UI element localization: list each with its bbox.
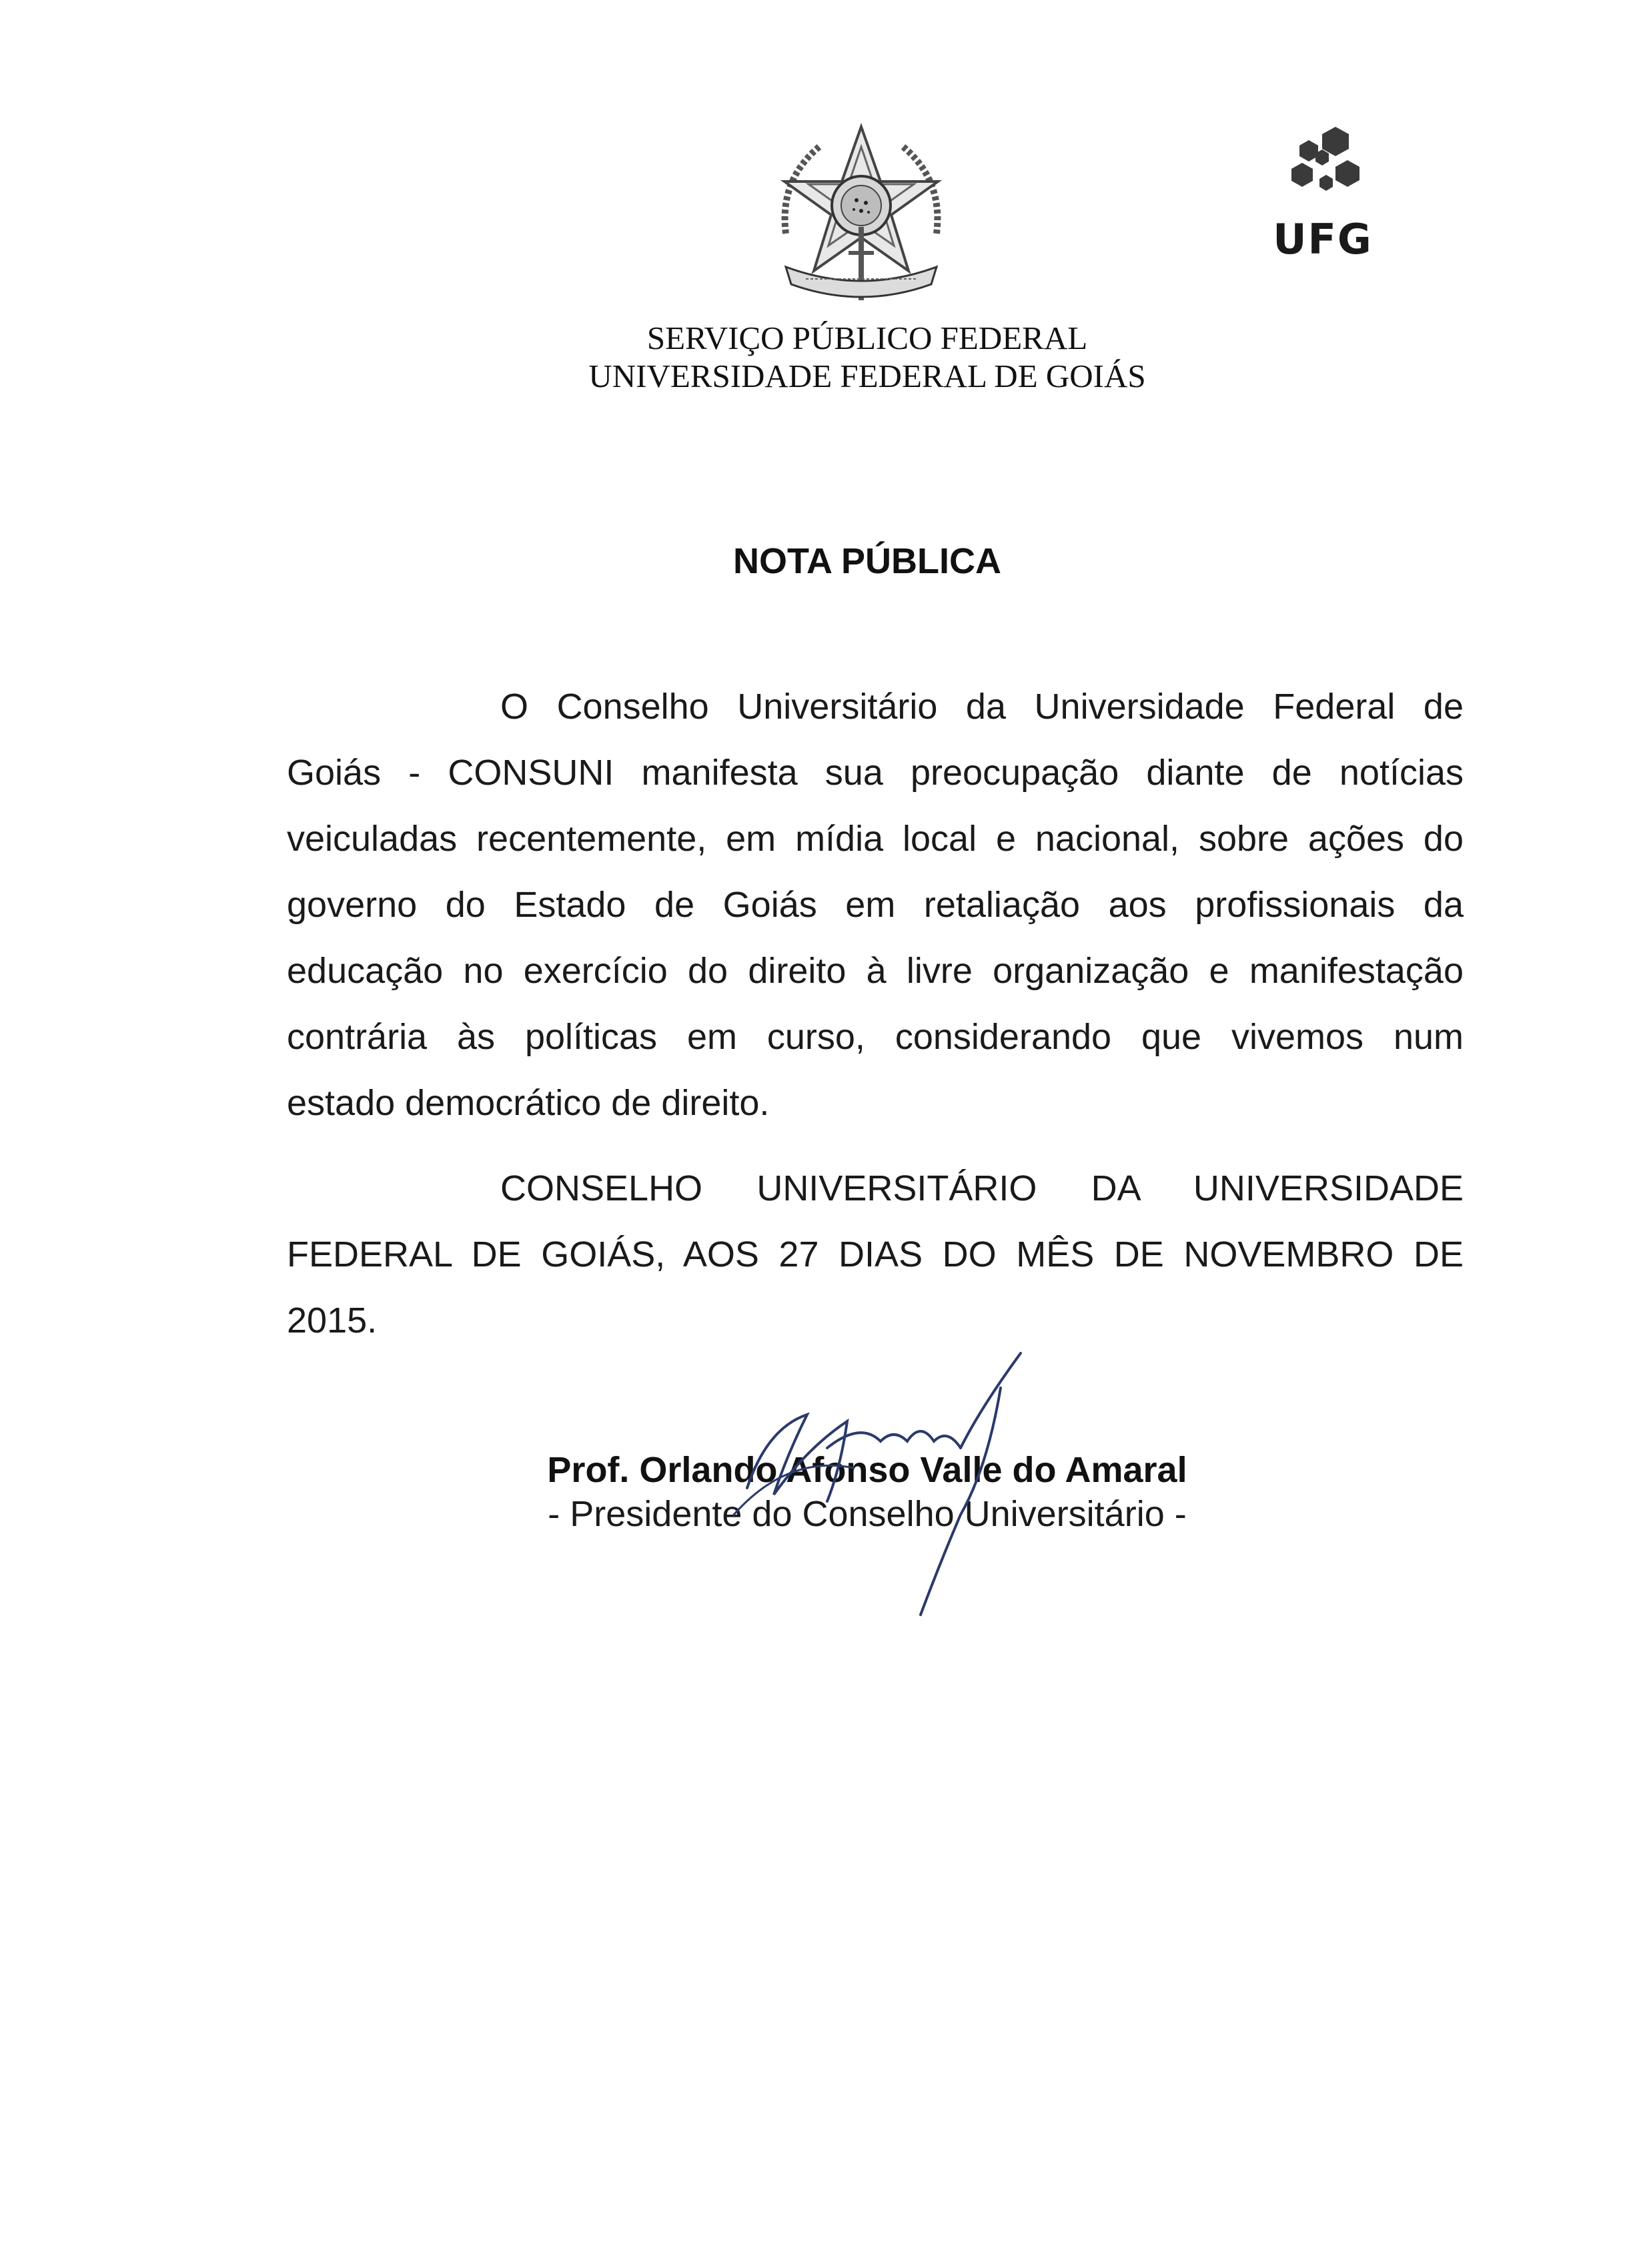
paragraph-line: estado democrático de direito. [287,1083,770,1123]
brazil-coat-of-arms-emblem [766,120,957,314]
paragraph-line: O Conselho Universitário da Universidade Federal de [500,687,1464,727]
institution-header [400,319,1334,395]
paragraph-line: Goiás - CONSUNI manifesta sua preocupação diante de notícias [287,753,1464,793]
paragraph-date [287,1156,1464,1354]
signatory-name: Prof. Orlando Afonso Valle do Amaral [547,1450,1187,1490]
paragraph-statement [287,674,1464,1136]
paragraph-line: governo do Estado de Goiás em retaliação aos profissionais da [287,885,1464,925]
header-university-line: UNIVERSIDADE FEDERAL DE GOIÁS [588,358,1146,394]
signatory-role: - Presidente do Conselho Universitário - [548,1494,1187,1534]
paragraph-line: veiculadas recentemente, em mídia local e nacional, sobre ações do [287,819,1464,859]
ufg-logo-text: UFG [1273,215,1373,264]
paragraph-line: 2015. [287,1300,378,1341]
paragraph-line: CONSELHO UNIVERSITÁRIO DA UNIVERSIDADE [500,1168,1464,1208]
handwritten-signature [707,1348,1081,1628]
ufg-logo [1273,125,1373,272]
paragraph-line: FEDERAL DE GOIÁS, AOS 27 DIAS DO MÊS DE NOVEMBRO DE [287,1234,1464,1274]
document-title: NOTA PÚBLICA [733,541,1001,581]
paragraph-line: contrária às políticas em curso, considerando que vivemos num [287,1017,1464,1057]
ufg-hexagon-mark-icon [1289,125,1362,199]
header-service-line: SERVIÇO PÚBLICO FEDERAL [646,320,1088,356]
paragraph-line: educação no exercício do direito à livre organização e manifestação [287,951,1464,991]
